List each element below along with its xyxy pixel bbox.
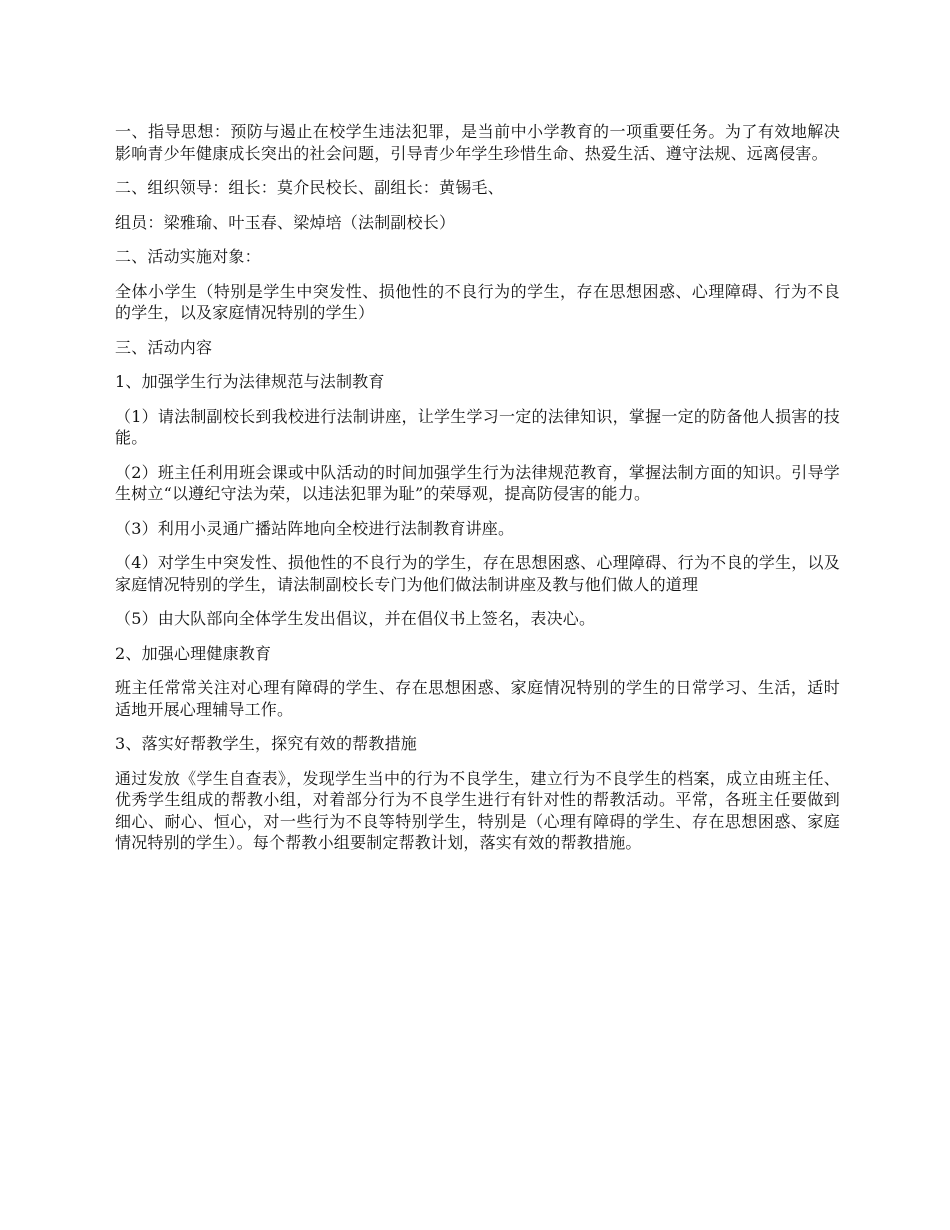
section-3-paragraph: 通过发放《学生自查表》，发现学生当中的行为不良学生，建立行为不良学生的档案，成立由班主任、优秀学生组成的帮教小组，对着部分行为不良学生进行有针对性的帮教活动。平常，各班主任要做到细心、耐心、恒心，对一些行为不良等特别学生，特别是（心理有障碍的学生、存在思想困惑、家庭情况特别的学生）。每个帮教小组要制定帮教计划，落实有效的帮教措施。 <box>115 768 840 852</box>
section-2-paragraph: 班主任常常关注对心理有障碍的学生、存在思想困惑、家庭情况特别的学生的日常学习、生活，适时适地开展心理辅导工作。 <box>115 678 840 719</box>
item-4-paragraph: （4）对学生中突发性、损他性的不良行为的学生，存在思想困惑、心理障碍、行为不良的学生，以及家庭情况特别的学生，请法制副校长专门为他们做法制讲座及教与他们做人的道理 <box>115 553 840 594</box>
organization-members-paragraph: 组员：梁雅瑜、叶玉春、梁焯培（法制副校长） <box>115 212 456 232</box>
item-2-paragraph: （2）班主任利用班会课或中队活动的时间加强学生行为法律规范教育，掌握法制方面的知识。引导学生树立“以遵纪守法为荣，以违法犯罪为耻”的荣辱观，提高防侵害的能力。 <box>115 462 840 503</box>
item-1-paragraph: （1）请法制副校长到我校进行法制讲座，让学生学习一定的法律知识，掌握一定的防备他人损害的技能。 <box>115 406 840 447</box>
organization-leaders-paragraph: 二、组织领导：组长：莫介民校长、副组长：黄锡毛、 <box>115 178 504 197</box>
item-5-paragraph: （5）由大队部向全体学生发出倡议，并在倡仪书上签名，表决心。 <box>115 609 596 628</box>
target-description-paragraph: 全体小学生（特别是学生中突发性、损他性的不良行为的学生，存在思想困惑、心理障碍、行为不良的学生，以及家庭情况特别的学生） <box>115 281 840 322</box>
item-3-paragraph: （3）利用小灵通广播站阵地向全校进行法制教育讲座。 <box>115 518 515 538</box>
guiding-ideology-paragraph: 一、指导思想：预防与遏止在校学生违法犯罪，是当前中小学教育的一项重要任务。为了有效地解决影响青少年健康成长突出的社会问题，引导青少年学生珍惜生命、热爱生活、遵守法规、远离侵害。 <box>115 122 840 163</box>
section-3-heading: 3、落实好帮教学生，探究有效的帮教措施 <box>115 734 417 753</box>
target-heading: 二、活动实施对象： <box>115 247 261 266</box>
section-2-heading: 2、加强心理健康教育 <box>115 643 272 663</box>
section-1-heading: 1、加强学生行为法律规范与法制教育 <box>115 372 385 391</box>
activity-content-heading: 三、活动内容 <box>115 337 213 357</box>
document-page <box>115 121 840 867</box>
